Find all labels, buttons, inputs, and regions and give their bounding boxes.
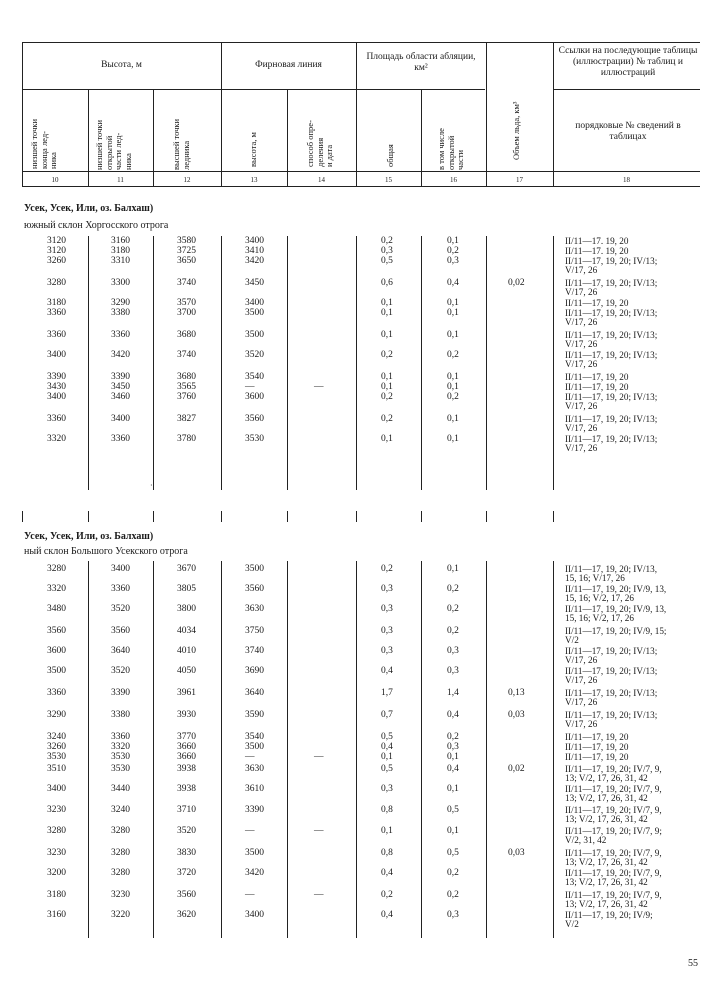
header-vline [356,42,357,186]
area-total-cell: 0,3 [381,646,393,656]
low-end-cell: 3240 [47,732,66,742]
firn-height-cell: 3400 [245,910,264,920]
ice-volume-cell: 0,03 [508,710,525,720]
area-open-cell: 0,1 [447,382,459,392]
body-vline [553,561,554,938]
tick-mark [553,511,554,522]
area-open-cell: 0,3 [447,646,459,656]
col13-header: высота, м [248,132,258,167]
references-cell: II/11—17, 19, 20; IV/9, 13, 15, 16; V/2, 17, 26 [565,584,667,604]
low-open-cell: 3520 [111,666,130,676]
references-cell: II/11—17, 19, 20; IV/13; V/17, 26 [565,710,658,730]
area-open-cell: 0,1 [447,372,459,382]
ice-volume-cell: 0,03 [508,848,525,858]
low-end-cell: 3400 [47,784,66,794]
references-cell: II/11—17, 19, 20; IV/9; V/2 [565,910,653,930]
low-open-cell: 3360 [111,434,130,444]
low-end-cell: 3360 [47,308,66,318]
references-cell: II/11—17, 19, 20; IV/9, 13, 15, 16; V/2, 17, 26 [565,604,667,624]
area-open-cell: 0,3 [447,666,459,676]
high-point-cell: 3700 [177,308,196,318]
area-total-cell: 0,1 [381,434,393,444]
high-point-cell: 3560 [177,890,196,900]
high-point-cell: 3680 [177,372,196,382]
low-end-cell: 3390 [47,372,66,382]
body-vline [421,561,422,938]
high-point-cell: 3805 [177,584,196,594]
column-number: 16 [450,176,457,184]
low-open-cell: 3360 [111,732,130,742]
header-divider-refs [553,89,700,90]
references-cell: II/11—17, 19, 20 [565,732,629,742]
high-point-cell: 3660 [177,752,196,762]
references-cell: II/11—17. 19, 20 [565,236,629,246]
area-total-cell: 0,4 [381,910,393,920]
section2-title: Усек, Усек, Или, оз. Балхаш) [24,531,154,542]
low-open-cell: 3380 [111,710,130,720]
area-total-cell: 0,1 [381,372,393,382]
firn-height-cell: 3420 [245,868,264,878]
body-vline [356,561,357,938]
body-vline [221,561,222,938]
area-open-cell: 0,4 [447,278,459,288]
low-end-cell: 3230 [47,848,66,858]
low-end-cell: 3280 [47,278,66,288]
area-open-cell: 0,5 [447,848,459,858]
area-total-cell: 0,2 [381,564,393,574]
col16-header: в том числе открытой части [436,128,465,170]
firn-height-cell: 3750 [245,626,264,636]
section1-subtitle: южный склон Хоргосского отрога [24,220,169,231]
firn-height-cell: 3690 [245,666,264,676]
area-total-cell: 0,3 [381,604,393,614]
column-number: 15 [385,176,392,184]
header-vline [88,89,89,186]
firn-height-cell: 3540 [245,732,264,742]
high-point-cell: 3930 [177,710,196,720]
references-cell: II/11—17, 19, 20; IV/13; V/17, 26 [565,688,658,708]
low-open-cell: 3520 [111,604,130,614]
firn-height-cell: 3590 [245,710,264,720]
high-point-cell: 3680 [177,330,196,340]
high-point-cell: 3827 [177,414,196,424]
body-vline [287,236,288,490]
firn-height-cell: 3600 [245,392,264,402]
high-point-cell: 3938 [177,784,196,794]
tick-mark [421,511,422,522]
references-cell: II/11—17, 19, 20; IV/13; V/17, 26 [565,646,658,666]
high-point-cell: 3650 [177,256,196,266]
area-total-cell: 0,2 [381,414,393,424]
column-number-rule-top [22,171,700,172]
table-top-rule [22,42,700,43]
area-total-cell: 0,2 [381,392,393,402]
seq-numbers-header: порядковые № сведений в таблицах [575,121,681,142]
area-total-cell: 0,5 [381,256,393,266]
tick-mark [287,511,288,522]
low-open-cell: 3420 [111,350,130,360]
refs-group-header: Ссылки на последующие таблицы (иллюстрации) № таблиц и иллюстраций [558,46,698,78]
column-number: 14 [318,176,325,184]
references-cell: II/11—17, 19, 20 [565,298,629,308]
low-end-cell: 3260 [47,742,66,752]
references-cell: II/11—17, 19, 20; IV/9, 15; V/2 [565,626,667,646]
firn-height-cell: 3630 [245,604,264,614]
low-open-cell: 3290 [111,298,130,308]
tick-mark [22,511,23,522]
ice-volume-cell: 0,02 [508,764,525,774]
area-open-cell: 0,2 [447,392,459,402]
area-total-cell: 0,7 [381,710,393,720]
area-total-cell: 0,5 [381,764,393,774]
low-end-cell: 3120 [47,246,66,256]
low-open-cell: 3160 [111,236,130,246]
area-total-cell: 0,3 [381,584,393,594]
body-vline [287,561,288,938]
low-end-cell: 3430 [47,382,66,392]
body-vline [553,236,554,490]
col15-header: общая [385,144,395,167]
area-open-cell: 0,2 [447,604,459,614]
column-number-rule-bottom [22,186,700,187]
area-total-cell: 0,1 [381,330,393,340]
area-open-cell: 0,1 [447,434,459,444]
header-vline [153,89,154,186]
low-end-cell: 3320 [47,434,66,444]
high-point-cell: 3580 [177,236,196,246]
body-vline [88,236,89,490]
low-end-cell: 3200 [47,868,66,878]
firn-height-cell: 3530 [245,434,264,444]
low-end-cell: 3180 [47,890,66,900]
low-end-cell: 3510 [47,764,66,774]
header-vline [553,42,554,186]
firn-height-cell: — [245,382,255,392]
firn-height-cell: 3540 [245,372,264,382]
high-point-cell: 3740 [177,350,196,360]
low-end-cell: 3400 [47,350,66,360]
low-open-cell: 3390 [111,372,130,382]
area-open-cell: 0,2 [447,246,459,256]
references-cell: II/11—17, 19, 20; IV/13; V/17, 26 [565,256,658,276]
low-end-cell: 3260 [47,256,66,266]
area-total-cell: 0,2 [381,890,393,900]
low-open-cell: 3530 [111,764,130,774]
references-cell: II/11—17, 19, 20; IV/7, 9, 13; V/2, 17, 26, 31, 42 [565,764,662,784]
low-open-cell: 3300 [111,278,130,288]
body-vline [486,236,487,490]
tick-mark [356,511,357,522]
firn-height-cell: 3410 [245,246,264,256]
area-total-cell: 0,4 [381,666,393,676]
low-open-cell: 3530 [111,752,130,762]
high-point-cell: 3660 [177,742,196,752]
area-open-cell: 0,3 [447,742,459,752]
tick-mark [486,511,487,522]
high-point-cell: 3710 [177,805,196,815]
area-total-cell: 1,7 [381,688,393,698]
body-vline [88,561,89,938]
area-total-cell: 0,1 [381,752,393,762]
low-open-cell: 3390 [111,688,130,698]
low-open-cell: 3400 [111,414,130,424]
high-point-cell: 3961 [177,688,196,698]
low-open-cell: 3400 [111,564,130,574]
body-vline [421,236,422,490]
area-open-cell: 0,2 [447,890,459,900]
firn-method-cell: — [314,382,324,392]
tick-mark [88,511,89,522]
area-total-cell: 0,1 [381,826,393,836]
area-total-cell: 0,1 [381,298,393,308]
references-cell: II/11—17, 19, 20 [565,372,629,382]
area-open-cell: 0,1 [447,330,459,340]
firn-height-cell: 3630 [245,764,264,774]
low-open-cell: 3360 [111,330,130,340]
low-end-cell: 3120 [47,236,66,246]
references-cell: II/11—17, 19, 20; IV/7, 9; V/2, 31, 42 [565,826,662,846]
area-open-cell: 0,1 [447,564,459,574]
high-point-cell: 4010 [177,646,196,656]
references-cell: II/11—17, 19, 20; IV/7, 9, 13; V/2, 17, 26, 31, 42 [565,805,662,825]
low-end-cell: 3400 [47,392,66,402]
firn-height-cell: 3500 [245,742,264,752]
references-cell: II/11—17. 19, 20 [565,246,629,256]
firn-height-cell: 3500 [245,564,264,574]
area-total-cell: 0,1 [381,382,393,392]
body-vline [153,561,154,938]
area-total-cell: 0,8 [381,848,393,858]
area-total-cell: 0,6 [381,278,393,288]
high-point-cell: 3670 [177,564,196,574]
firn-height-cell: 3610 [245,784,264,794]
area-open-cell: 1,4 [447,688,459,698]
low-end-cell: 3280 [47,826,66,836]
low-open-cell: 3460 [111,392,130,402]
area-open-cell: 0,4 [447,764,459,774]
header-vline [421,89,422,186]
references-cell: II/11—17, 19, 20 [565,382,629,392]
area-total-cell: 0,5 [381,732,393,742]
references-cell: II/11—17, 19, 20; IV/7, 9, 13; V/2, 17, 26, 31, 42 [565,784,662,804]
low-open-cell: 3360 [111,584,130,594]
area-total-cell: 0,1 [381,308,393,318]
low-open-cell: 3280 [111,848,130,858]
firn-height-cell: 3420 [245,256,264,266]
high-point-cell: 3620 [177,910,196,920]
low-open-cell: 3320 [111,742,130,752]
low-open-cell: 3230 [111,890,130,900]
references-cell: II/11—17, 19, 20; IV/13; V/17, 26 [565,392,658,412]
area-total-cell: 0,3 [381,784,393,794]
body-vline [221,236,222,490]
firn-height-cell: 3640 [245,688,264,698]
low-end-cell: 3290 [47,710,66,720]
low-open-cell: 3220 [111,910,130,920]
tick-mark [153,511,154,522]
high-point-cell: 3570 [177,298,196,308]
firn-height-cell: 3560 [245,414,264,424]
low-open-cell: 3380 [111,308,130,318]
ice-volume-header: Объем льда, км³ [511,101,521,160]
firn-height-cell: 3560 [245,584,264,594]
high-point-cell: 3938 [177,764,196,774]
firn-height-cell: 3500 [245,848,264,858]
header-divider [22,89,485,90]
col11-header: низшей точки открытой части лед- ника [94,119,133,170]
area-open-cell: 0,3 [447,910,459,920]
references-cell: II/11—17, 19, 20; IV/13; V/17, 26 [565,278,658,298]
references-cell: II/11—17, 19, 20; IV/7, 9, 13; V/2, 17, 26, 31, 42 [565,890,662,910]
firn-height-cell: 3390 [245,805,264,815]
references-cell: II/11—17, 19, 20; IV/13; V/17, 26 [565,350,658,370]
area-open-cell: 0,1 [447,414,459,424]
column-number: 10 [51,176,59,184]
low-end-cell: 3230 [47,805,66,815]
low-open-cell: 3180 [111,246,130,256]
firn-height-cell: 3740 [245,646,264,656]
firn-method-cell: — [314,826,324,836]
area-open-cell: 0,4 [447,710,459,720]
page-number: 55 [688,958,698,969]
section1-title: Усек, Усек, Или, оз. Балхаш) [24,203,154,214]
high-point-cell: 3830 [177,848,196,858]
low-end-cell: 3500 [47,666,66,676]
references-cell: II/11—17, 19, 20; IV/13; V/17, 26 [565,330,658,350]
column-number: 17 [516,176,523,184]
references-cell: II/11—17, 19, 20; IV/13; V/17, 26 [565,308,658,328]
body-vline [153,236,154,490]
area-open-cell: 0,1 [447,236,459,246]
ice-volume-cell: 0,02 [508,278,525,288]
low-open-cell: 3280 [111,826,130,836]
area-open-cell: 0,2 [447,868,459,878]
header-vline [287,89,288,186]
low-open-cell: 3240 [111,805,130,815]
area-open-cell: 0,2 [447,626,459,636]
references-cell: II/11—17, 19, 20; IV/7, 9, 13; V/2, 17, 26, 31, 42 [565,848,662,868]
area-total-cell: 0,3 [381,246,393,256]
low-end-cell: 3360 [47,414,66,424]
area-open-cell: 0,1 [447,298,459,308]
low-end-cell: 3360 [47,330,66,340]
area-total-cell: 0,4 [381,742,393,752]
high-point-cell: 3725 [177,246,196,256]
area-open-cell: 0,2 [447,350,459,360]
col12-header: высшей точки ледника [171,118,191,170]
high-point-cell: 3800 [177,604,196,614]
section2-subtitle: ный склон Большого Усекского отрога [24,546,188,557]
height-group-header: Высота, м [101,60,142,70]
firn-height-cell: 3500 [245,330,264,340]
references-cell: II/11—17, 19, 20; IV/13, 15, 16; V/17, 26 [565,564,658,584]
high-point-cell: 3770 [177,732,196,742]
area-total-cell: 0,4 [381,868,393,878]
low-end-cell: 3360 [47,688,66,698]
references-cell: II/11—17, 19, 20 [565,752,629,762]
low-open-cell: 3640 [111,646,130,656]
ice-volume-cell: 0,13 [508,688,525,698]
area-open-cell: 0,2 [447,732,459,742]
area-group-header: Площадь области абляции, км² [366,52,476,73]
references-cell: II/11—17, 19, 20; IV/13; V/17, 26 [565,666,658,686]
low-end-cell: 3530 [47,752,66,762]
low-end-cell: 3160 [47,910,66,920]
low-open-cell: 3560 [111,626,130,636]
col14-header: способ опре- деления и дата [305,120,334,167]
area-total-cell: 0,2 [381,350,393,360]
area-open-cell: 0,1 [447,826,459,836]
high-point-cell: 3565 [177,382,196,392]
low-open-cell: 3280 [111,868,130,878]
low-open-cell: 3450 [111,382,130,392]
low-end-cell: 3560 [47,626,66,636]
low-open-cell: 3310 [111,256,130,266]
high-point-cell: 3720 [177,868,196,878]
firn-height-cell: 3450 [245,278,264,288]
references-cell: II/11—17, 19, 20 [565,742,629,752]
firn-method-cell: — [314,890,324,900]
firn-height-cell: 3400 [245,236,264,246]
low-open-cell: 3440 [111,784,130,794]
area-open-cell: 0,1 [447,752,459,762]
references-cell: II/11—17, 19, 20; IV/13; V/17, 26 [565,414,658,434]
col10-header: низшей точки конца лед- ника [29,118,58,169]
firn-height-cell: — [245,752,255,762]
firn-height-cell: 3400 [245,298,264,308]
body-vline [486,561,487,938]
low-end-cell: 3280 [47,564,66,574]
high-point-cell: 4034 [177,626,196,636]
area-open-cell: 0,2 [447,584,459,594]
high-point-cell: 3520 [177,826,196,836]
low-end-cell: 3320 [47,584,66,594]
column-number: 11 [117,176,124,184]
high-point-cell: 3760 [177,392,196,402]
stray-mark: · [150,481,153,490]
area-open-cell: 0,1 [447,784,459,794]
low-end-cell: 3180 [47,298,66,308]
high-point-cell: 3740 [177,278,196,288]
firn-group-header: Фирновая линия [255,60,322,70]
references-cell: II/11—17, 19, 20; IV/7, 9, 13; V/2, 17, 26, 31, 42 [565,868,662,888]
body-vline [356,236,357,490]
area-total-cell: 0,8 [381,805,393,815]
firn-height-cell: — [245,826,255,836]
area-total-cell: 0,3 [381,626,393,636]
column-number: 13 [250,176,258,184]
area-open-cell: 0,5 [447,805,459,815]
low-end-cell: 3480 [47,604,66,614]
high-point-cell: 4050 [177,666,196,676]
area-open-cell: 0,1 [447,308,459,318]
column-number: 18 [623,176,630,184]
column-number: 12 [183,176,191,184]
firn-height-cell: 3500 [245,308,264,318]
high-point-cell: 3780 [177,434,196,444]
low-end-cell: 3600 [47,646,66,656]
header-vline [486,42,487,186]
firn-height-cell: — [245,890,255,900]
tick-mark [221,511,222,522]
area-open-cell: 0,3 [447,256,459,266]
firn-method-cell: — [314,752,324,762]
firn-height-cell: 3520 [245,350,264,360]
area-total-cell: 0,2 [381,236,393,246]
references-cell: II/11—17, 19, 20; IV/13; V/17, 26 [565,434,658,454]
